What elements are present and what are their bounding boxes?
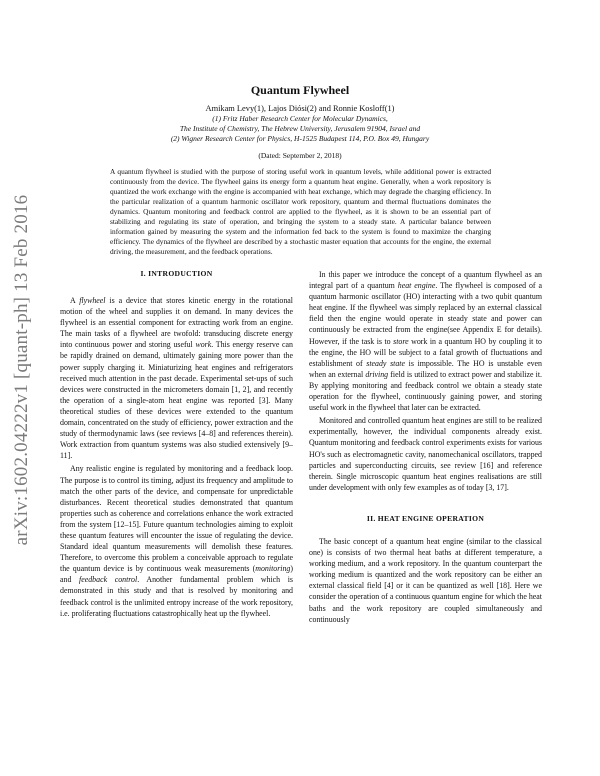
right-column bbox=[309, 269, 542, 625]
intro-paragraph-1: A flywheel is a device that stores kinetic energy in the rotational motion of the wheel and supplies it on demand. In many devices the flywheel is an essential component for extracting work from an engine. The main tasks of a flywheel are twofold: transducing discrete energy into continuous power and storing useful work. This energy reserve can be rapidly drained on demand, ultimately gaining more power than the power supply charging it. Miniaturizing heat engines and refrigerators received much attention in the past decade. Experimental set-ups of such devices were constructed in the micrometers domain [1, 2], and recently the operation of a single-atom heat engine was reported [3]. Many theoretical studies of these devices were extended to the quantum domain, concentrated on the study of efficiency, power extraction and the study of thermodynamic laws (see reviews [4–8] and references therein). Work extraction from quantum systems was also studied extensively [9–11]. bbox=[60, 296, 293, 461]
section-heading-introduction: I. INTRODUCTION bbox=[140, 269, 213, 278]
paper-title: Quantum Flywheel bbox=[250, 83, 350, 97]
intro-paragraph-4: Monitored and controlled quantum heat engines are still to be realized experimentally, however, the individual components already exist. Quantum monitoring and feedback control experiments exists for various HO's such as electromagnetic cavity, nanomechanical oscillators, trapped particles and superconducting circuits, see review [16] and reference therein. Single microscopic quantum heat engines realisations are still under development with only few examples as of today [3, 17]. bbox=[309, 416, 542, 492]
heat-engine-paragraph-1: The basic concept of a quantum heat engine (similar to the classical one) is consists of two thermal heat baths at different temperature, a working medium, and a work repository. In the quantum counterpart the working medium is quantized and the work repository can be either an external classical field [4] or it can be quantized as well [18]. Here we consider the operation of a continuous quantum engine for which the heat baths and the work repository are coupled simultaneously and continuously bbox=[309, 536, 542, 624]
intro-paragraph-2: Any realistic engine is regulated by monitoring and a feedback loop. The purpose is to control its timing, adjust its frequency and amplitude to match the other parts of the device, and compensate for unpredictable disturbances. Recent theoretical studies demonstrated that quantum properties such as coherence and correlations enhance the work extracted from the system [12–15]. Future quantum technologies aiming to exploit these quantum features will encounter the issue of regulating the device. Standard ideal quantum measurements will demolish these features. Therefore, to overcome this problem a conceivable approach to regulate the quantum device is by continuous weak measurements (monitoring) and feedback control. Another fundamental problem which is demonstrated in this study and that is resolved by monitoring and feedback control is the unlimited entropy increase of the work repository, i.e. proliferating fluctuations catastrophically heat up the flywheel. bbox=[60, 464, 293, 618]
date-line: (Dated: September 2, 2018) bbox=[258, 151, 342, 160]
section-heading-heat-engine: II. HEAT ENGINE OPERATION bbox=[366, 513, 485, 523]
left-column bbox=[60, 295, 293, 619]
affiliation-1: (1) Fritz Haber Research Center for Molecular Dynamics, bbox=[212, 114, 388, 123]
affiliation-3: (2) Wigner Research Center for Physics, H-1525 Budapest 114, P.O. Box 49, Hungary bbox=[170, 134, 430, 143]
abstract: A quantum flywheel is studied with the purpose of storing useful work in quantum levels, while additional power is extracted continuously from the device. The flywheel gains its energy form a quantum heat engine. Generally, when a work repository is quantized the work exchange with the engine is accompanied with heat exchange, which may degrade the charging efficiency. In the particular realization of a quantum harmonic oscillator work repository, quantum and thermal fluctuations dominates the dynamics. Quantum monitoring and feedback control are applied to the flywheel, as it is shown to be an essential part of stabilizing and regulating its state of operation, and bringing the system to a steady state. A particular balance between information gained by measuring the system and the information fed back to the system is found to maximize the charging efficiency. The dynamics of the flywheel are described by a stochastic master equation that accounts for the engine, the external driving, the measurement, and the feedback operations. bbox=[110, 167, 491, 257]
intro-paragraph-3: In this paper we introduce the concept of a quantum flywheel as an integral part of a quantum heat engine. The flywheel is composed of a quantum harmonic oscillator (HO) interacting with a two qubit quantum heat engine. If the flywheel was simply replaced by an external classical field then the engine would operate in steady state and power can continuously be extracted from the engine(see Appendix E for details). However, if the task is to store work in a quantum HO by coupling it to the engine, the HO will be subject to a fatal growth of fluctuations and establishment of steady state is impossible. The HO is unstable even when an external driving field is utilized to extract power and stabilize it. By applying monitoring and feedback control we obtain a steady state operation for the flywheel, continuously gaining power, and storing useful work in the flywheel that later can be extracted. bbox=[309, 270, 543, 413]
author-list: Amikam Levy(1), Lajos Diósi(2) and Ronnie Kosloff(1) bbox=[205, 104, 395, 113]
arxiv-identifier-stamp bbox=[2, 150, 42, 590]
arxiv-stamp-text: arXiv:1602.04222v1 [quant-ph] 13 Feb 2016 bbox=[11, 194, 32, 546]
affiliation-2: The Institute of Chemistry, The Hebrew University, Jerusalem 91904, Israel and bbox=[179, 124, 421, 133]
